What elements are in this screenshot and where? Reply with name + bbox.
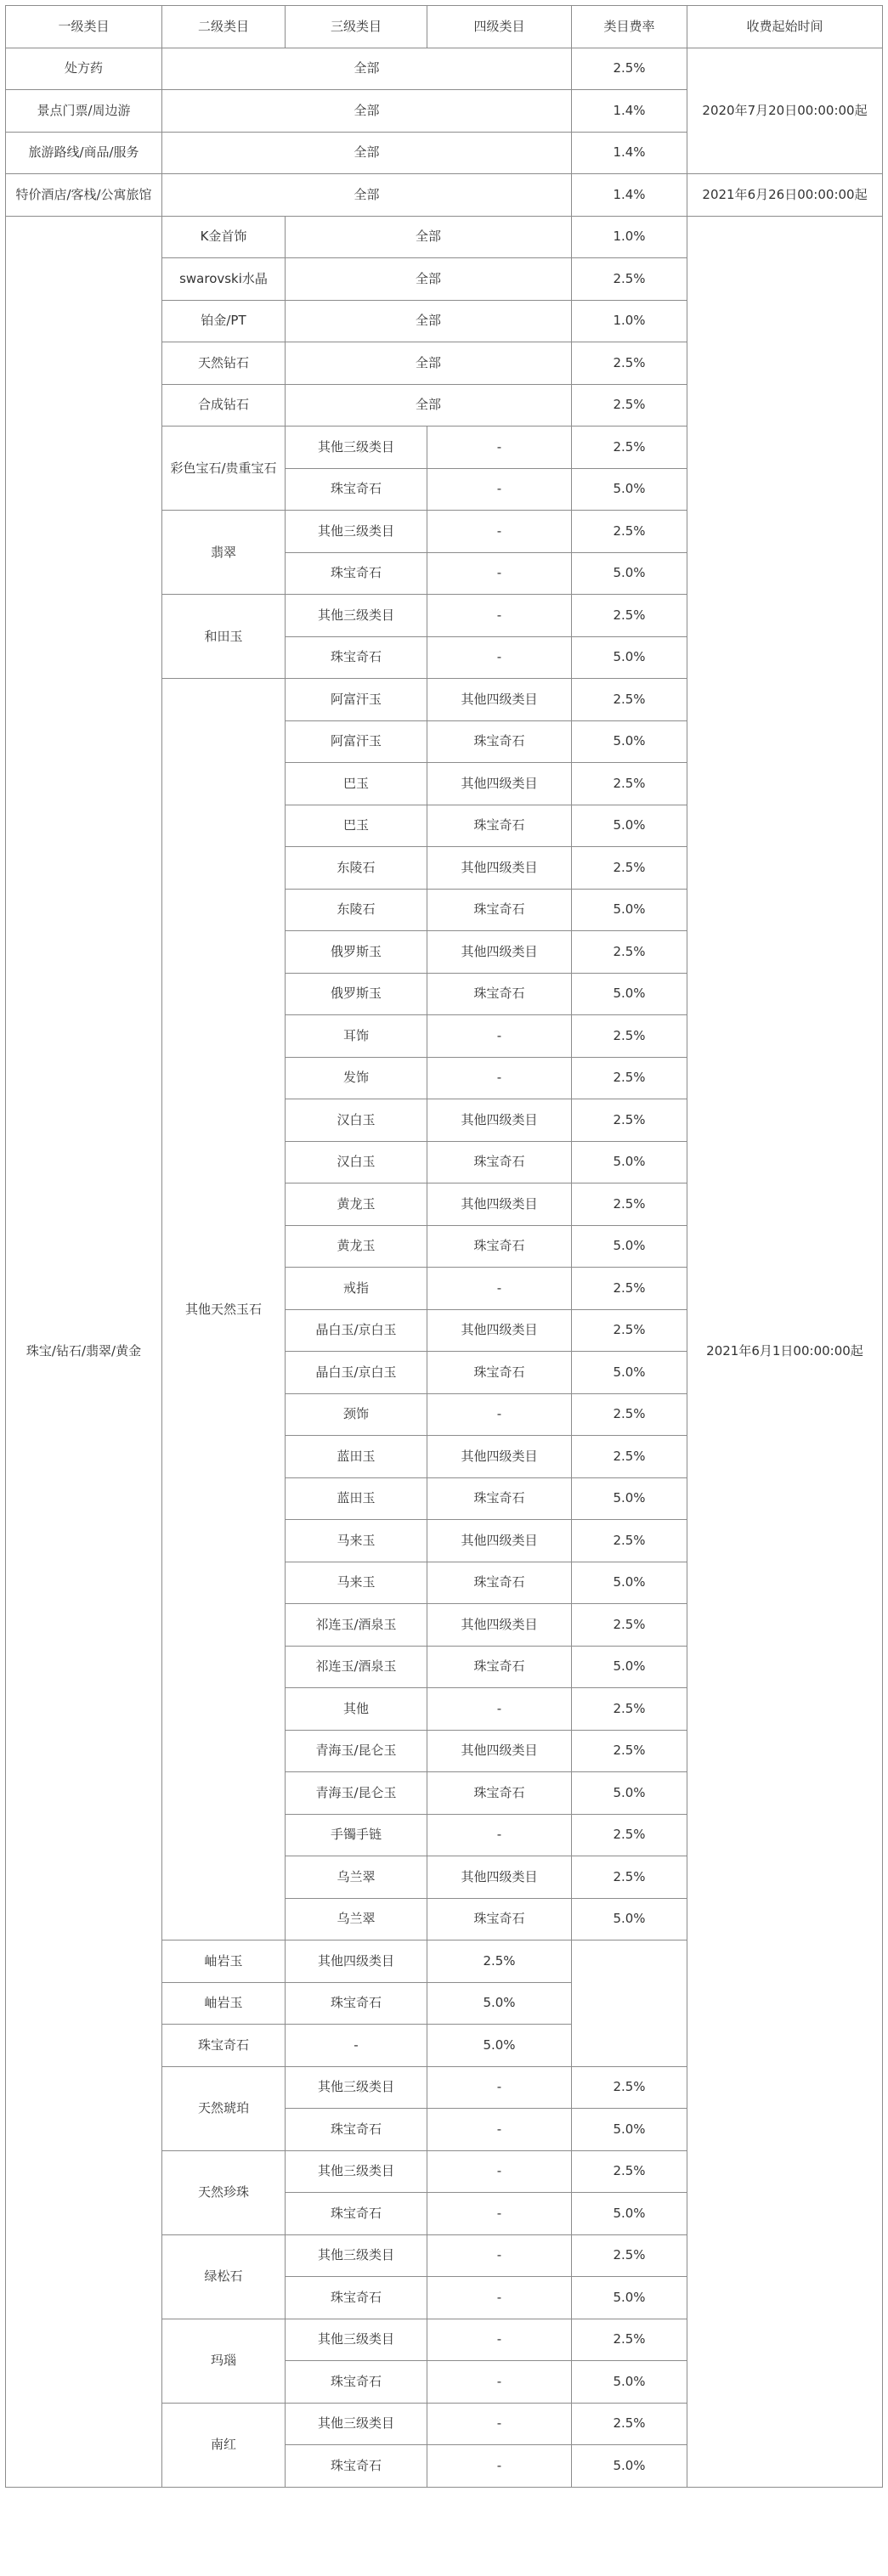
table-cell: - — [427, 595, 572, 637]
table-cell: 珠宝奇石 — [162, 2025, 286, 2067]
table-cell: - — [427, 1688, 572, 1731]
table-cell: 祁连玉/酒泉玉 — [286, 1604, 427, 1647]
table-cell: 其他四级类目 — [427, 1520, 572, 1562]
table-cell: 合成钻石 — [162, 384, 286, 427]
table-cell: 其他三级类目 — [286, 2234, 427, 2277]
table-cell: 珠宝奇石 — [427, 1772, 572, 1815]
table-row — [6, 174, 883, 217]
table-cell: 东陵石 — [286, 847, 427, 890]
table-cell: - — [427, 1814, 572, 1856]
table-cell: 全部 — [286, 258, 572, 301]
table-cell: 珠宝/钻石/翡翠/黄金 — [6, 216, 162, 2487]
table-cell: - — [427, 1268, 572, 1310]
table-cell: - — [427, 468, 572, 511]
table-cell: 景点门票/周边游 — [6, 90, 162, 133]
table-cell: 天然钻石 — [162, 342, 286, 385]
table-cell: 祁连玉/酒泉玉 — [286, 1646, 427, 1688]
table-cell: 2.5% — [572, 679, 687, 721]
table-cell: 2.5% — [572, 1688, 687, 1731]
table-cell: 特价酒店/客栈/公寓旅馆 — [6, 174, 162, 217]
table-cell: 巴玉 — [286, 763, 427, 805]
table-cell: 珠宝奇石 — [427, 720, 572, 763]
table-cell: 其他四级类目 — [427, 931, 572, 974]
table-cell: 全部 — [162, 132, 572, 174]
table-cell: 2020年7月20日00:00:00起 — [687, 48, 883, 174]
table-cell: 2.5% — [572, 1393, 687, 1436]
table-cell: 2.5% — [572, 2150, 687, 2193]
table-cell: 其他 — [286, 1688, 427, 1731]
table-cell: 2.5% — [572, 511, 687, 553]
table-cell: 其他四级类目 — [427, 763, 572, 805]
table-cell: 5.0% — [572, 1352, 687, 1394]
table-cell: 5.0% — [572, 1646, 687, 1688]
table-cell: 蓝田玉 — [286, 1436, 427, 1478]
table-cell: 5.0% — [572, 1477, 687, 1520]
table-cell: 铂金/PT — [162, 300, 286, 342]
table-cell: 5.0% — [572, 2193, 687, 2235]
table-cell: - — [427, 2319, 572, 2361]
table-cell: 手镯手链 — [286, 1814, 427, 1856]
table-cell: 5.0% — [572, 552, 687, 595]
table-cell: 珠宝奇石 — [286, 2109, 427, 2151]
table-cell: 珠宝奇石 — [427, 1352, 572, 1394]
table-cell: 2.5% — [572, 1730, 687, 1772]
table-cell: 2.5% — [572, 258, 687, 301]
table-cell: 2.5% — [572, 1057, 687, 1099]
table-cell: 5.0% — [572, 2109, 687, 2151]
header-row — [6, 6, 883, 48]
table-cell: 全部 — [286, 342, 572, 385]
table-cell: 5.0% — [427, 1982, 572, 2025]
table-cell: - — [427, 2234, 572, 2277]
table-cell: 绿松石 — [162, 2234, 286, 2319]
table-cell: 天然琥珀 — [162, 2066, 286, 2150]
table-cell: - — [427, 511, 572, 553]
table-cell: 5.0% — [572, 973, 687, 1015]
table-cell: 全部 — [286, 216, 572, 258]
table-cell: 5.0% — [572, 468, 687, 511]
table-cell: 珠宝奇石 — [427, 1646, 572, 1688]
table-cell: 2021年6月26日00:00:00起 — [687, 174, 883, 217]
table-cell: 2.5% — [572, 1309, 687, 1352]
table-cell: 5.0% — [572, 1562, 687, 1604]
table-cell: - — [427, 2277, 572, 2319]
table-cell: 5.0% — [572, 636, 687, 679]
header-cell-level4: 四级类目 — [427, 6, 572, 48]
table-cell: 珠宝奇石 — [427, 805, 572, 847]
table-cell: 其他四级类目 — [427, 1730, 572, 1772]
table-cell: 珠宝奇石 — [286, 2193, 427, 2235]
header-cell-level1: 一级类目 — [6, 6, 162, 48]
table-cell: 其他四级类目 — [427, 679, 572, 721]
table-cell: 岫岩玉 — [162, 1940, 286, 1983]
table-cell: 珠宝奇石 — [427, 1225, 572, 1268]
table-cell: 珠宝奇石 — [427, 1141, 572, 1183]
table-cell: 5.0% — [572, 720, 687, 763]
table-cell: 5.0% — [572, 1772, 687, 1815]
table-cell: 乌兰翠 — [286, 1898, 427, 1940]
table-cell: 全部 — [162, 48, 572, 90]
table-cell: 2.5% — [572, 1814, 687, 1856]
table-cell: 2.5% — [572, 1856, 687, 1899]
table-cell: 5.0% — [572, 1141, 687, 1183]
table-cell: 其他四级类目 — [427, 1436, 572, 1478]
table-cell: 黄龙玉 — [286, 1183, 427, 1226]
table-cell: 旅游路线/商品/服务 — [6, 132, 162, 174]
table-cell: - — [427, 2150, 572, 2193]
table-cell: 2.5% — [572, 847, 687, 890]
table-cell: 黄龙玉 — [286, 1225, 427, 1268]
table-cell: - — [427, 2066, 572, 2109]
table-cell: 颈饰 — [286, 1393, 427, 1436]
table-cell: 5.0% — [572, 2277, 687, 2319]
table-cell: 蓝田玉 — [286, 1477, 427, 1520]
table-cell: 2.5% — [572, 1520, 687, 1562]
table-cell: 晶白玉/京白玉 — [286, 1352, 427, 1394]
table-cell: 珠宝奇石 — [427, 973, 572, 1015]
table-cell: 2.5% — [572, 1099, 687, 1142]
table-cell: 全部 — [162, 174, 572, 217]
table-cell: 全部 — [286, 384, 572, 427]
table-cell: 汉白玉 — [286, 1099, 427, 1142]
table-cell: 阿富汗玉 — [286, 720, 427, 763]
table-row — [6, 216, 883, 258]
table-cell: 1.0% — [572, 300, 687, 342]
table-cell: 5.0% — [572, 2445, 687, 2488]
table-cell: 1.4% — [572, 132, 687, 174]
table-cell: K金首饰 — [162, 216, 286, 258]
fee-table-container — [5, 5, 882, 2488]
table-cell: 珠宝奇石 — [427, 1477, 572, 1520]
table-cell: 发饰 — [286, 1057, 427, 1099]
table-cell: 其他四级类目 — [427, 1183, 572, 1226]
table-cell: 珠宝奇石 — [286, 2277, 427, 2319]
table-cell: - — [427, 1015, 572, 1058]
table-cell: 2.5% — [572, 2319, 687, 2361]
table-cell: 其他三级类目 — [286, 427, 427, 469]
table-cell: 2.5% — [572, 1015, 687, 1058]
table-cell: 耳饰 — [286, 1015, 427, 1058]
table-cell: 处方药 — [6, 48, 162, 90]
header-cell-level2: 二级类目 — [162, 6, 286, 48]
table-cell: - — [427, 2109, 572, 2151]
table-cell: 珠宝奇石 — [286, 2361, 427, 2404]
table-cell: - — [427, 636, 572, 679]
table-cell: 阿富汗玉 — [286, 679, 427, 721]
table-cell: swarovski水晶 — [162, 258, 286, 301]
table-cell: 翡翠 — [162, 511, 286, 595]
table-cell: 戒指 — [286, 1268, 427, 1310]
table-cell: 珠宝奇石 — [427, 1898, 572, 1940]
table-cell: - — [427, 2193, 572, 2235]
table-cell: 彩色宝石/贵重宝石 — [162, 427, 286, 511]
table-cell: 青海玉/昆仑玉 — [286, 1772, 427, 1815]
table-cell: 巴玉 — [286, 805, 427, 847]
table-cell: 晶白玉/京白玉 — [286, 1309, 427, 1352]
table-cell: 珠宝奇石 — [427, 889, 572, 931]
table-cell: 2.5% — [572, 931, 687, 974]
table-cell: 珠宝奇石 — [286, 552, 427, 595]
table-cell: 2.5% — [572, 1268, 687, 1310]
table-cell: 乌兰翠 — [286, 1856, 427, 1899]
table-cell: - — [286, 2025, 427, 2067]
table-cell: 俄罗斯玉 — [286, 973, 427, 1015]
table-cell: 2.5% — [572, 763, 687, 805]
table-cell: 马来玉 — [286, 1520, 427, 1562]
table-cell: 1.4% — [572, 174, 687, 217]
table-cell: - — [427, 427, 572, 469]
table-cell: 1.4% — [572, 90, 687, 133]
table-cell: 珠宝奇石 — [286, 1982, 427, 2025]
table-cell: 5.0% — [572, 1225, 687, 1268]
table-cell: 2.5% — [572, 427, 687, 469]
table-cell: 2.5% — [572, 48, 687, 90]
table-cell: 全部 — [286, 300, 572, 342]
table-cell: 东陵石 — [286, 889, 427, 931]
table-cell: 岫岩玉 — [162, 1982, 286, 2025]
table-cell: 其他四级类目 — [427, 1856, 572, 1899]
table-cell: 其他四级类目 — [427, 1604, 572, 1647]
table-cell: 5.0% — [572, 1898, 687, 1940]
table-cell: - — [427, 1393, 572, 1436]
table-cell: 南红 — [162, 2403, 286, 2487]
table-cell: 其他三级类目 — [286, 2319, 427, 2361]
table-cell: 2.5% — [572, 384, 687, 427]
table-cell: 其他三级类目 — [286, 511, 427, 553]
table-cell: 汉白玉 — [286, 1141, 427, 1183]
table-cell: 其他三级类目 — [286, 2403, 427, 2445]
header-cell-level3: 三级类目 — [286, 6, 427, 48]
table-cell: 2.5% — [572, 1436, 687, 1478]
table-cell: 5.0% — [572, 889, 687, 931]
table-cell: 其他四级类目 — [427, 1309, 572, 1352]
table-cell: 2.5% — [572, 1604, 687, 1647]
table-cell: 2.5% — [427, 1940, 572, 1983]
table-cell: 珠宝奇石 — [286, 2445, 427, 2488]
table-cell: 其他三级类目 — [286, 595, 427, 637]
table-cell: 5.0% — [572, 805, 687, 847]
header-cell-rate: 类目费率 — [572, 6, 687, 48]
table-cell: 全部 — [162, 90, 572, 133]
table-cell: - — [427, 2361, 572, 2404]
table-cell: 2021年6月1日00:00:00起 — [687, 216, 883, 2487]
table-cell: 其他三级类目 — [286, 2066, 427, 2109]
table-cell: 珠宝奇石 — [427, 1562, 572, 1604]
table-cell: 其他四级类目 — [427, 1099, 572, 1142]
table-cell: 2.5% — [572, 2066, 687, 2109]
table-cell: 珠宝奇石 — [286, 468, 427, 511]
table-cell: 俄罗斯玉 — [286, 931, 427, 974]
table-cell: 马来玉 — [286, 1562, 427, 1604]
table-cell: 和田玉 — [162, 595, 286, 679]
category-fee-table — [5, 5, 883, 2488]
table-cell: - — [427, 2445, 572, 2488]
table-cell: 1.0% — [572, 216, 687, 258]
table-cell: 天然珍珠 — [162, 2150, 286, 2234]
table-cell: 5.0% — [427, 2025, 572, 2067]
table-cell: 2.5% — [572, 2234, 687, 2277]
table-row — [6, 48, 883, 90]
table-cell: 其他四级类目 — [286, 1940, 427, 1983]
table-cell: 青海玉/昆仑玉 — [286, 1730, 427, 1772]
table-cell: - — [427, 2403, 572, 2445]
table-cell: - — [427, 1057, 572, 1099]
table-cell: 其他四级类目 — [427, 847, 572, 890]
table-cell: 2.5% — [572, 595, 687, 637]
table-cell: 2.5% — [572, 1183, 687, 1226]
table-cell: 2.5% — [572, 342, 687, 385]
table-cell: 其他三级类目 — [286, 2150, 427, 2193]
header-cell-start-time: 收费起始时间 — [687, 6, 883, 48]
table-cell: 5.0% — [572, 2361, 687, 2404]
table-cell: 珠宝奇石 — [286, 636, 427, 679]
table-cell: 2.5% — [572, 2403, 687, 2445]
table-body — [6, 48, 883, 2487]
table-cell: - — [427, 552, 572, 595]
table-cell: 玛瑙 — [162, 2319, 286, 2403]
table-cell: 其他天然玉石 — [162, 679, 286, 1940]
